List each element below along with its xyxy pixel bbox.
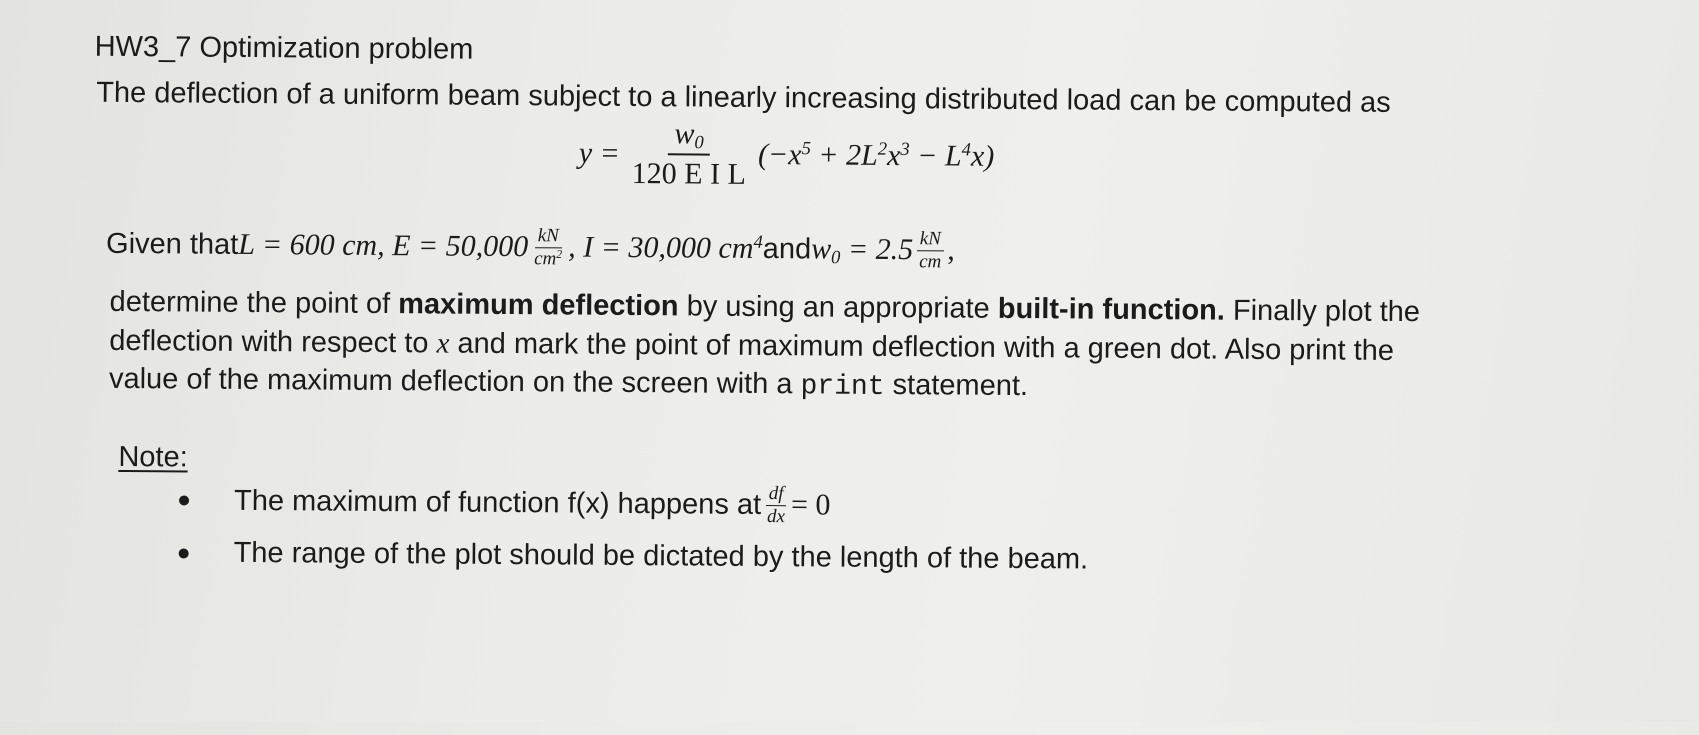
given-values	[106, 223, 955, 273]
body-line-2: deflection with respect to x and mark the point of maximum deflection with a green dot. Also print the	[109, 324, 1395, 367]
given-and: and	[762, 232, 812, 266]
note-bullet-2-text: The range of the plot should be dictated by the length of the beam.	[233, 536, 1089, 576]
body-line-1: determine the point of maximum deflection by using an appropriate built-in function. Finally plot the	[109, 285, 1421, 329]
given-I: , I = 30,000 $cm^4$	[568, 230, 763, 266]
note-bullet-2	[179, 536, 1089, 576]
note-bullet-1-text: The maximum of function f(x) happens at	[233, 484, 762, 521]
equation-fraction-numerator: $w_0$	[668, 118, 710, 155]
note-heading: Note:	[118, 440, 188, 474]
equation-rhs: $(-x^5 + 2L^2x^3 - L^4x)$	[757, 137, 995, 173]
deflection-equation	[579, 118, 995, 192]
intro-text: The deflection of a uniform beam subject to a linearly increasing distributed load can be computed as	[96, 76, 1391, 119]
given-prefix: Given that	[105, 227, 239, 261]
given-w0-unit: $\frac{kN}{cm}$	[916, 229, 944, 272]
print-code: print	[800, 371, 885, 403]
equation-lhs: y =	[578, 136, 621, 170]
bullet-dot-icon	[179, 548, 189, 558]
equation-fraction-denominator: 120 E I L	[631, 156, 746, 191]
body-line-3: value of the maximum deflection on the screen with a print statement.	[108, 362, 1029, 403]
given-E-unit: $\frac{kN}{cm^2}$	[534, 225, 563, 270]
bullet-dot-icon	[179, 496, 189, 506]
derivative-equals-zero: = 0	[790, 488, 831, 522]
given-L-E: L = 600 cm, E = 50,000	[238, 228, 529, 264]
problem-title: HW3_7 Optimization problem	[94, 30, 474, 66]
derivative-fraction: $\frac{df}{dx}$	[766, 483, 786, 528]
given-w0: $w_0 = 2.5$	[811, 232, 914, 269]
note-bullet-1	[179, 479, 831, 527]
equation-fraction	[626, 118, 753, 190]
given-trailing-comma: ,	[947, 233, 955, 267]
